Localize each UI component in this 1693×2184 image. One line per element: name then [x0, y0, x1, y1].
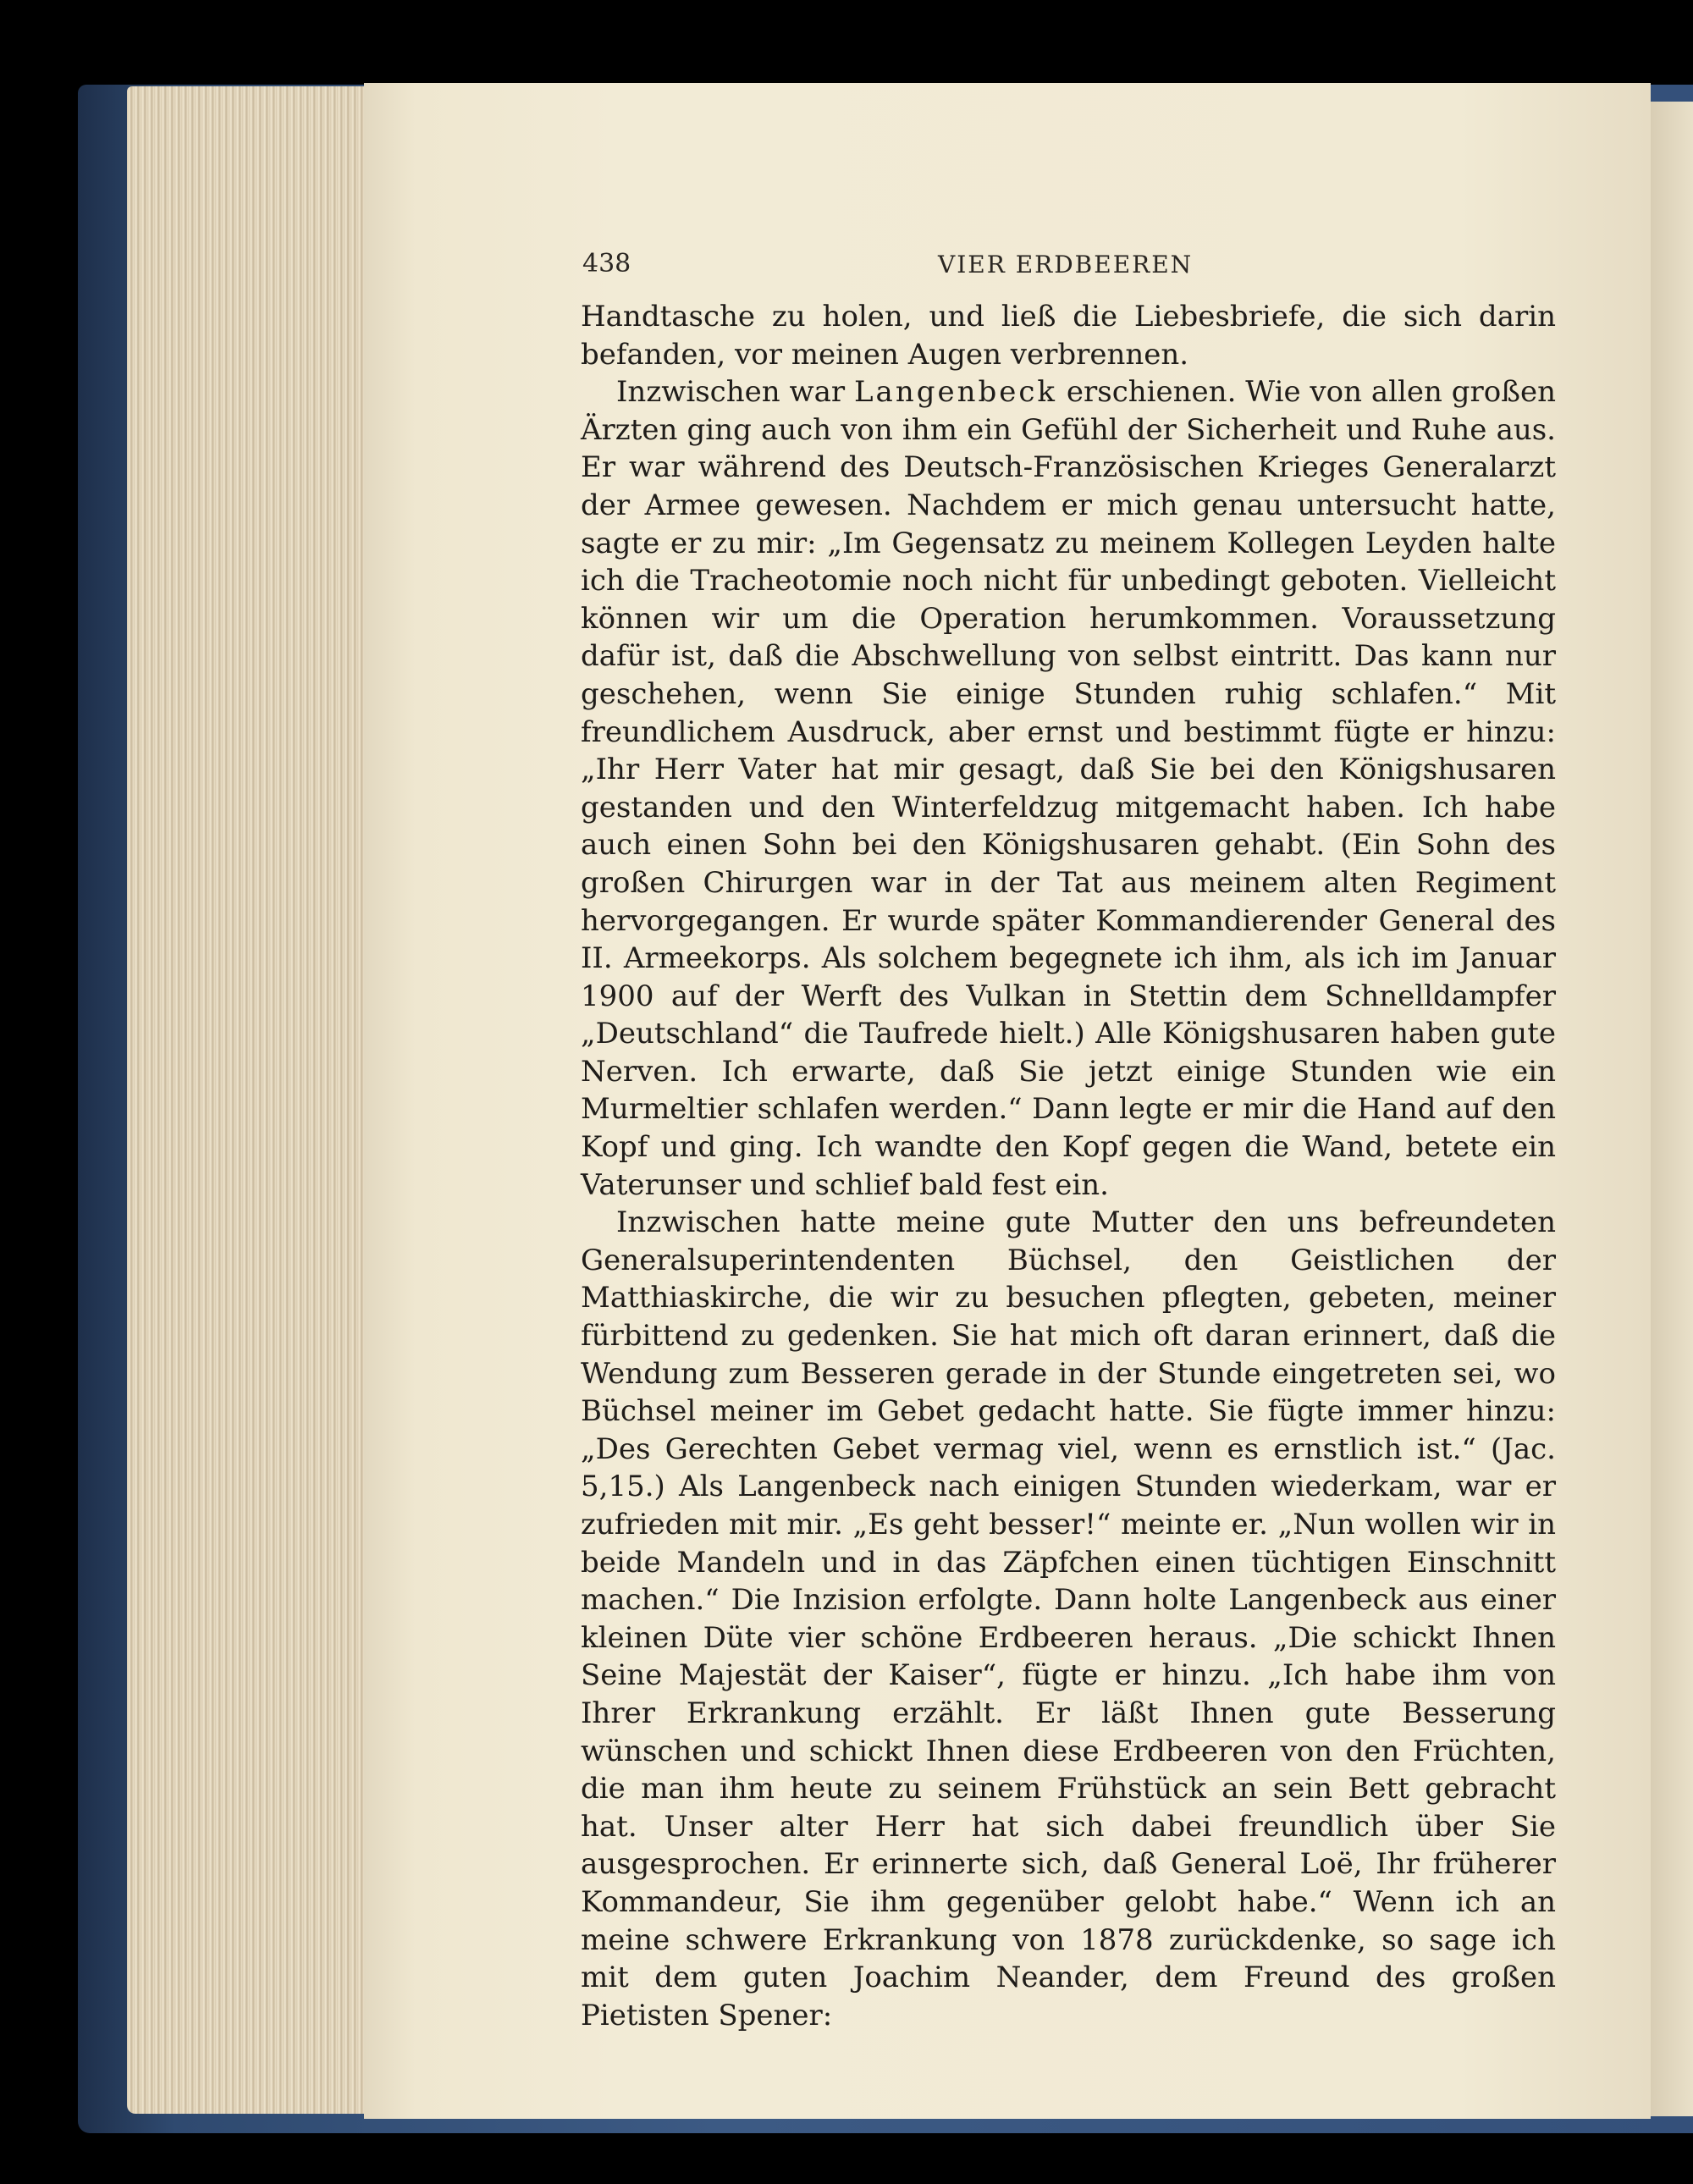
running-head: [582, 249, 1556, 283]
page-number: 438: [582, 249, 631, 279]
paragraph-1: Handtasche zu holen, und ließ die Liebesbriefe, die sich darin befanden, vor meinen Augen verbrennen.: [581, 300, 1556, 372]
running-title: VIER ERDBEEREN: [938, 251, 1194, 279]
body-text: [581, 298, 1556, 2034]
paragraph-3: Inzwischen hatte meine gute Mutter den uns befreundeten Generalsuperintendenten Büchsel, den Geistlichen der Matthiaskirche, die wir zu besuchen pflegten, gebeten, meiner fürbittend zu gedenken. Sie hat mich oft daran erinnert, daß die Wendung zum Besseren gerade in der Stunde eingetreten sei, wo Büchsel meiner im Gebet gedacht hatte. Sie fügte immer hinzu: „Des Gerechten Gebet vermag viel, wenn es ernstlich ist.“ (Jac. 5,15.) Als Langenbeck nach einigen Stunden wiederkam, war er zufrieden mit mir. „Es geht besser!“ meinte er. „Nun wollen wir in beide Mandeln und in das Zäpfchen einen tüchtigen Einschnitt machen.“ Die Inzision erfolgte. Dann holte Langenbeck aus einer kleinen Düte vier schöne Erdbeeren heraus. „Die schickt Ihnen Seine Majestät der Kaiser“, fügte er hinzu. „Ich habe ihm von Ihrer Erkrankung erzählt. Er läßt Ihnen gute Besserung wünschen und schickt Ihnen diese Erdbeeren von den Früchten, die man ihm heute zu seinem Frühstück an sein Bett gebracht hat. Unser alter Herr hat sich dabei freundlich über Sie ausgesprochen. Er erinnerte sich, daß General Loë, Ihr früherer Kommandeur, Sie ihm gegenüber gelobt habe.“ Wenn ich an meine schwere Erkrankung von 1878 zurückdenke, so sage ich mit dem guten Joachim Neander, dem Freund des großen Pietisten Spener:: [581, 1205, 1556, 2032]
paragraph-2-start: Inzwischen war: [616, 375, 854, 410]
name-langenbeck: Langenbeck: [853, 375, 1058, 410]
page-edges: [127, 86, 372, 2114]
facing-page-edge: [1651, 102, 1693, 2116]
paragraph-2-rest: erschienen. Wie von allen großen Ärzten ging auch von ihm ein Gefühl der Sicherheit und Ruhe aus. Er war während des Deutsch-Französischen Krieges Generalarzt der Armee gewesen. Nachdem er mich genau untersucht hatte, sagte er zu mir: „Im Gegensatz zu meinem Kollegen Leyden halte ich die Tracheotomie noch nicht für unbedingt geboten. Vielleicht können wir um die Operation herumkommen. Voraussetzung dafür ist, daß die Abschwellung von selbst eintritt. Das kann nur geschehen, wenn Sie einige Stunden ruhig schlafen.“ Mit freundlichem Ausdruck, aber ernst und bestimmt fügte er hinzu: „Ihr Herr Vater hat mir gesagt, daß Sie bei den Königshusaren gestanden und den Winterfeldzug mitgemacht haben. Ich habe auch einen Sohn bei den Königshusaren gehabt. (Ein Sohn des großen Chirurgen war in der Tat aus meinem alten Regiment hervorgegangen. Er wurde später Kommandierender General des II. Armeekorps. Als solchem begegnete ich ihm, als ich im Januar 1900 auf der Werft des Vulkan in Stettin dem Schnelldampfer „Deutschland“ die Taufrede hielt.) Alle Königshusaren haben gute Nerven. Ich erwarte, daß Sie jetzt einige Stunden wie ein Murmeltier schlafen werden.“ Dann legte er mir die Hand auf den Kopf und ging. Ich wandte den Kopf gegen die Wand, betete ein Vaterunser und schlief bald fest ein.: [581, 375, 1556, 1202]
paragraph-2: [581, 373, 1556, 1204]
